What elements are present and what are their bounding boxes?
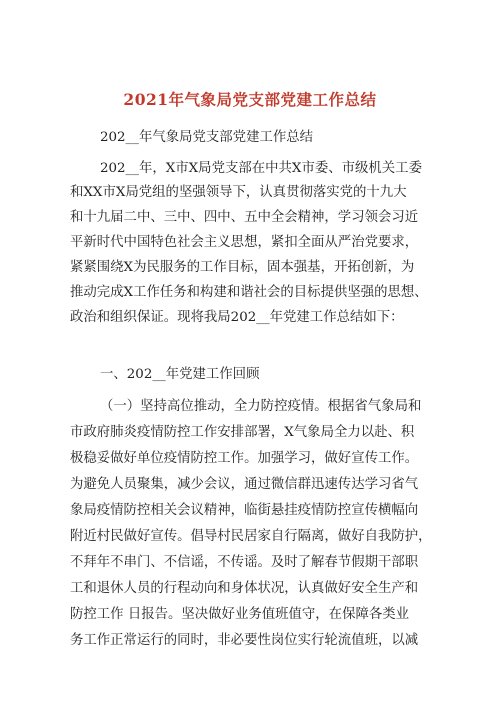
paragraph-line: 市政府肺炎疫情防控工作安排部署，X气象局全力以赴、积 xyxy=(70,425,415,440)
paragraph-line: 政治和组织保证。现将我局202__年党建工作总结如下： xyxy=(70,310,404,325)
section-heading: 一、202__年党建工作回顾 xyxy=(100,367,260,382)
paragraph-line: 平新时代中国特色社会主义思想，紧扣全面从严治党要求， xyxy=(70,235,419,250)
subtitle-line: 202__年气象局党支部党建工作总结 xyxy=(100,130,314,145)
paragraph-line: 推动完成X工作任务和构建和谐社会的目标提供坚强的思想、 xyxy=(70,285,428,300)
paragraph-line: 为避免人员聚集，减少会议，通过微信群迅速传达学习省气 xyxy=(70,477,419,492)
paragraph-line: 防控工作 日报告。坚决做好业务值班值守，在保障各类业 xyxy=(70,607,410,622)
paragraph-line: （一）坚持高位推动，全力防控疫情。根据省气象局和 xyxy=(100,399,422,414)
paragraph-line: 不拜年不串门、不信谣，不传谣。及时了解春节假期干部职 xyxy=(70,555,419,570)
paragraph-line: 202__年，X市X局党支部在中共X市委、市级机关工委 xyxy=(100,161,422,176)
paragraph-line: 和十九届二中、三中、四中、五中全会精神，学习领会习近 xyxy=(70,210,419,225)
paragraph-line: 工和退休人员的行程动向和身体状况，认真做好安全生产和 xyxy=(70,581,419,596)
paragraph-line: 附近村民做好宣传。倡导村民居家自行隔离，做好自我防护， xyxy=(70,529,432,544)
paragraph-line: 和XX市X局党组的坚强领导下，认真贯彻落实党的十九大 xyxy=(70,185,407,200)
paragraph-line: 务工作正常运行的同时，非必要性岗位实行轮流值班，以减 xyxy=(70,633,419,648)
document-title: 2021年气象局党支部党建工作总结 xyxy=(123,90,377,109)
paragraph-line: 极稳妥做好单位疫情防控工作。加强学习，做好宣传工作。 xyxy=(70,451,419,466)
paragraph-line: 紧紧围绕X为民服务的工作目标，固本强基，开拓创新，为 xyxy=(70,260,415,275)
paragraph-line: 象局疫情防控相关会议精神，临街悬挂疫情防控宣传横幅向 xyxy=(70,503,419,518)
